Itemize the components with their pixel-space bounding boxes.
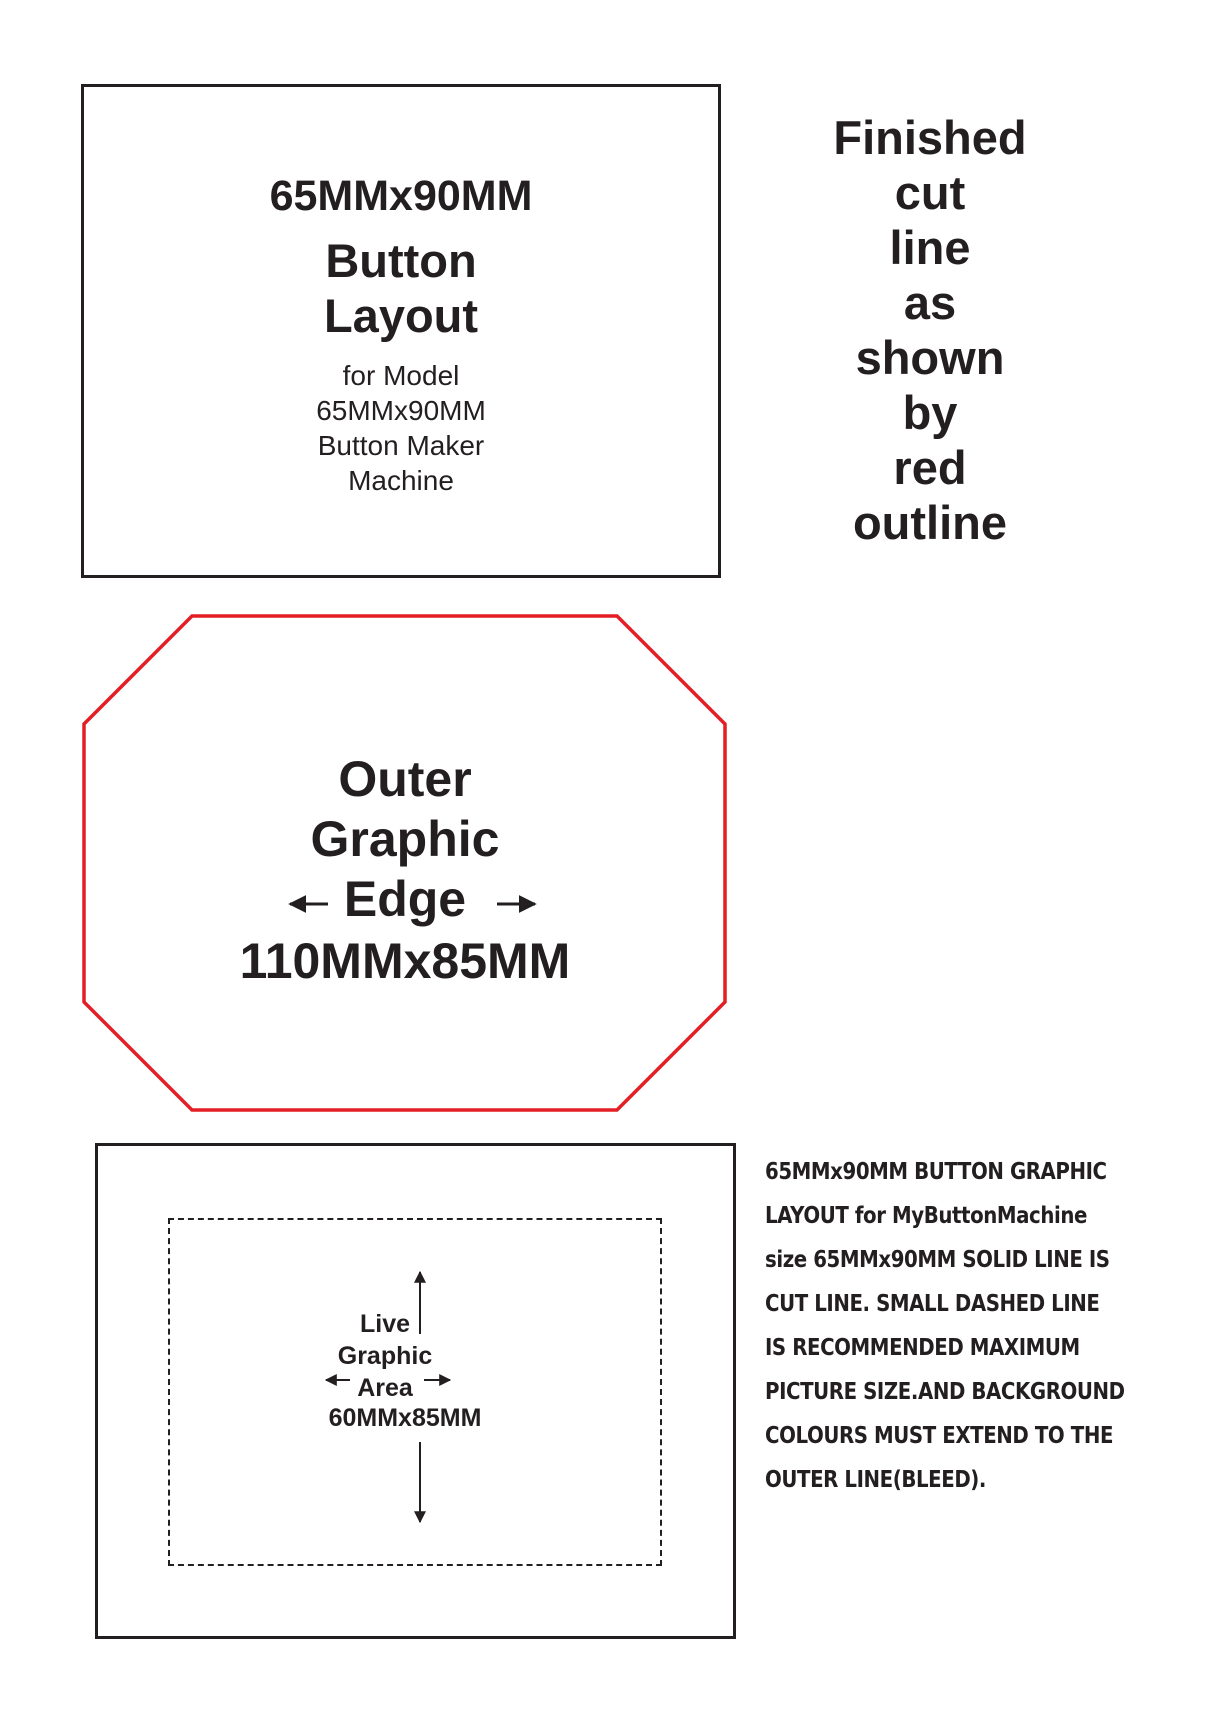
- notes-line-6: PICTURE SIZE.AND BACKGROUND: [765, 1379, 1125, 1405]
- button-size-label: 65MMx90MM: [269, 172, 533, 220]
- live-area-size: 60MMx85MM: [328, 1404, 482, 1432]
- cut-note-line-3: line: [889, 221, 971, 274]
- notes-line-8: OUTER LINE(BLEED).: [765, 1467, 987, 1493]
- cut-note-line-8: outline: [852, 496, 1008, 549]
- live-line-2: Graphic: [337, 1342, 433, 1370]
- notes-line-2: LAYOUT for MyButtonMachine: [765, 1203, 1087, 1229]
- outer-graphic-edge-label: [180, 749, 630, 929]
- cut-note-line-6: by: [902, 386, 958, 439]
- live-line-1: Live: [359, 1310, 411, 1338]
- live-line-3: Area: [357, 1374, 413, 1402]
- title-line-1: Button: [325, 234, 477, 287]
- cut-note-line-2: cut: [894, 166, 966, 219]
- octagon-line-3: Edge: [343, 871, 467, 927]
- title-line-2: Layout: [323, 289, 479, 342]
- notes-line-3: size 65MMx90MM SOLID LINE IS: [765, 1247, 1110, 1273]
- notes-line-1: 65MMx90MM BUTTON GRAPHIC: [765, 1159, 1107, 1185]
- live-graphic-area-label: [310, 1308, 460, 1404]
- layout-notes: [765, 1150, 1205, 1502]
- notes-line-7: COLOURS MUST EXTEND TO THE: [765, 1423, 1114, 1449]
- subtitle-line-4: Machine: [348, 465, 454, 496]
- subtitle-line-1: for Model: [342, 360, 460, 391]
- cut-note-line-7: red: [893, 441, 967, 494]
- octagon-line-2: Graphic: [310, 811, 500, 867]
- cut-note-line-1: Finished: [833, 111, 1027, 164]
- subtitle-line-2: 65MMx90MM: [316, 395, 486, 426]
- octagon-line-1: Outer: [338, 751, 472, 807]
- cut-note-line-4: as: [903, 276, 957, 329]
- notes-line-5: IS RECOMMENDED MAXIMUM: [765, 1335, 1080, 1361]
- cut-note-line-5: shown: [855, 331, 1005, 384]
- subtitle-line-3: Button Maker: [317, 430, 485, 461]
- notes-line-4: CUT LINE. SMALL DASHED LINE: [765, 1291, 1100, 1317]
- outer-graphic-size: 110MMx85MM: [239, 933, 571, 989]
